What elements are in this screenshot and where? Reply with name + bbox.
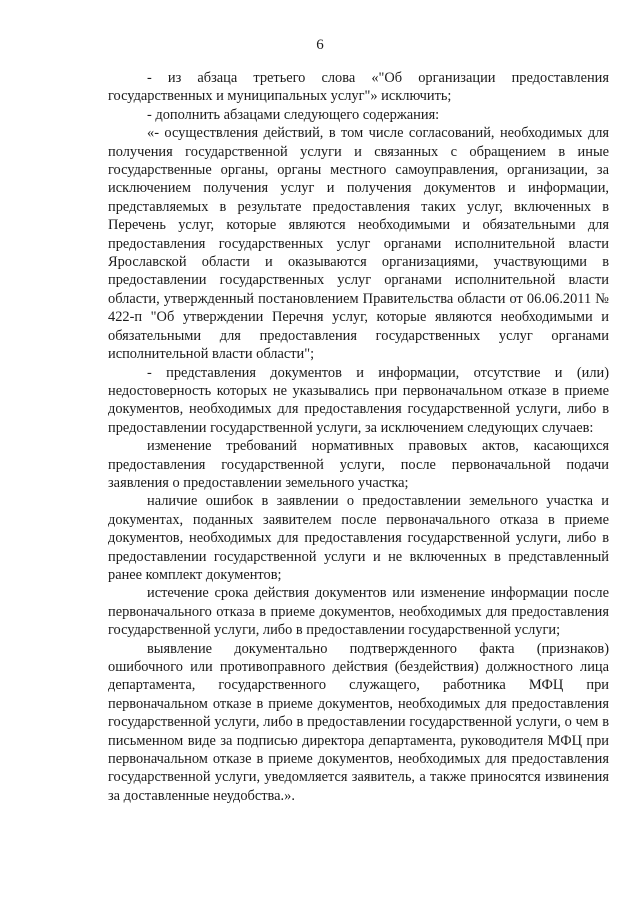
paragraph-add-intro: - дополнить абзацами следующего содержания: bbox=[147, 106, 440, 123]
paragraph-documents-submission: - представления документов и информации, отсутствие и (или) недостоверность которых не указывались при первоначальном отказе в приеме документов, необходимых для предоставления государственной услуги, либо в предоставлении государственной услуги, за исключением следующих случаев: bbox=[108, 364, 609, 436]
paragraph-actions-approvals: «- осуществления действий, в том числе согласований, необходимых для получения государственной услуги и связанных с обращением в иные государственные органы, органы местного самоуправления, организации, за исключением получения услуг и получения документов и информации, представляемых в результате предоставления таких услуг, включенных в Перечень услуг, которые являются необходимыми и обязательными для предоставления государственных услуг органами исполнительной власти Ярославской области и оказываются организациями, участвующими в предоставлении государственных услуг органами исполнительной власти области, утвержденный постановлением Правительства области от 06.06.2011 № 422-п "Об утверждении Перечня услуг, которые являются необходимыми и обязательными для предоставления государственных услуг органами исполнительной власти области"; bbox=[108, 125, 609, 363]
paragraph-case-misconduct: выявление документально подтвержденного факта (признаков) ошибочного или противоправного действия (бездействия) должностного лица департамента, государственного служащего, работника МФЦ при первоначальном отказе в приеме документов, необходимых для предоставления государственной услуги, либо в предоставлении государственной услуги, о чем в письменном виде за подписью директора департамента, руководителя МФЦ при первоначальном отказе в приеме документов, необходимых для предоставления государственной услуги, уведомляется заявитель, а также приносятся извинения за доставленные неудобства.». bbox=[108, 640, 609, 804]
paragraph-case-expiry: истечение срока действия документов или изменение информации после первоначального отказа в приеме документов, необходимых для предоставления государственной услуги, либо в предоставлении государственной услуги; bbox=[108, 585, 609, 639]
paragraph-case-errors: наличие ошибок в заявлении о предоставлении земельного участка и документах, поданных заявителем после первоначального отказа в приеме документов, необходимых для предоставления государственной услуги, либо в предоставлении государственной услуги и не включенных в представленный ранее комплект документов; bbox=[108, 493, 609, 583]
page-number: 6 bbox=[316, 37, 324, 53]
paragraph-case-requirements-change: изменение требований нормативных правовых актов, касающихся предоставления государственной услуги, после первоначальной подачи заявления о предоставлении земельного участка; bbox=[108, 438, 609, 491]
paragraph-remove-words: - из абзаца третьего слова «"Об организации предоставления государственных и муниципальных услуг"» исключить; bbox=[108, 70, 609, 105]
document-body bbox=[108, 69, 609, 805]
